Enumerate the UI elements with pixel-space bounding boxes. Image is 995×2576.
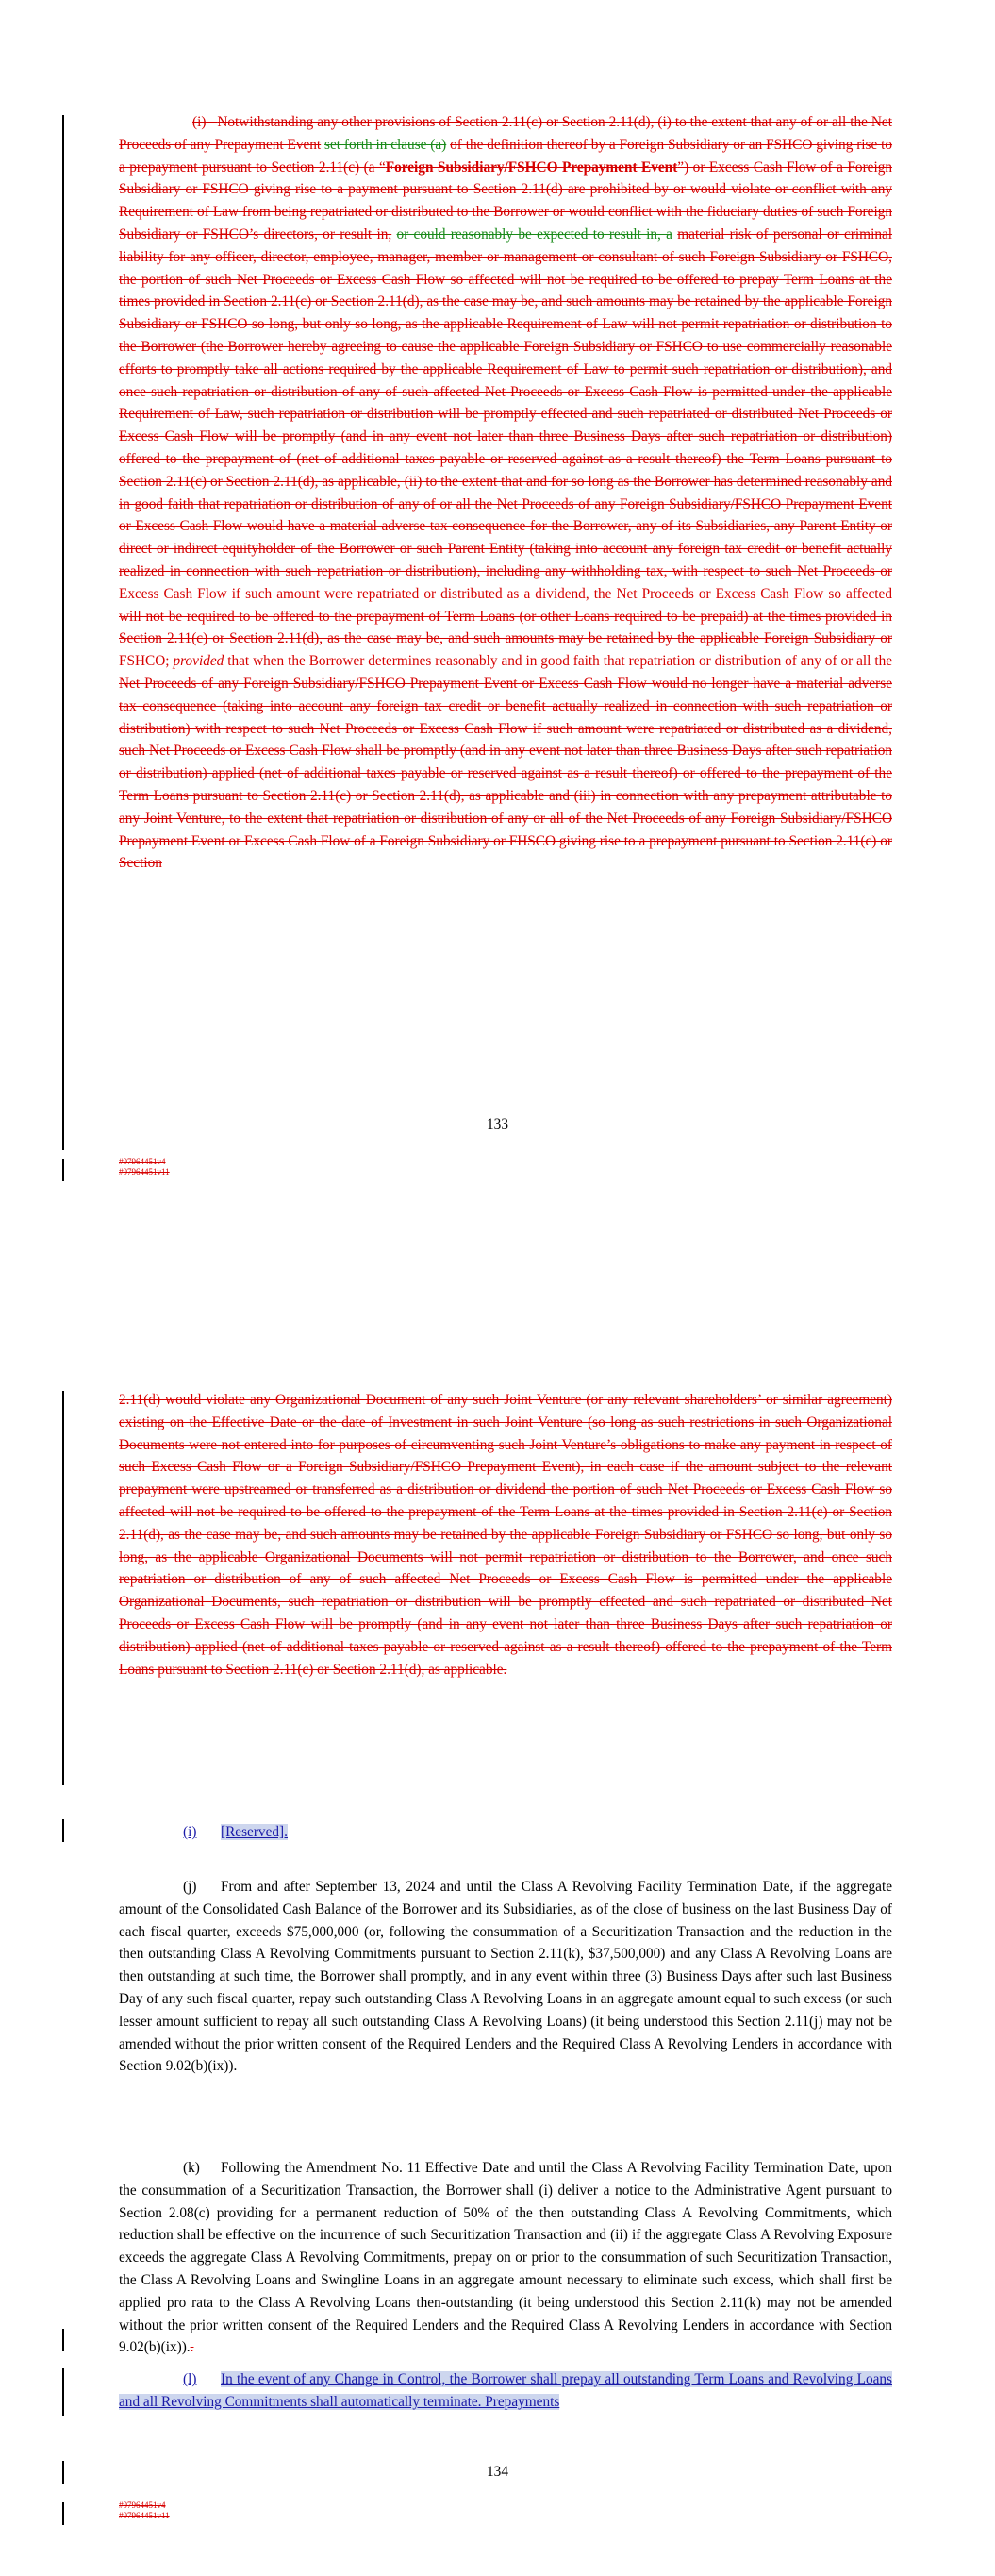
subsection-label: (l) (183, 2371, 197, 2387)
footer-id-new: #97964451v11 (119, 2511, 170, 2520)
body-text: Following the Amendment No. 11 Effective Date and until the Class A Revolving Facility Termination Date, upon the consummation of a Securitization Transaction, the Borrower shall (i) deliver a notice to the Administrative Agent pursuant to Section 2.08(c) providing for a permanent reduction of 50% of the then outstanding Class A Revolving Commitments, which reduction shall be effective on the incurrence of such Securitization Transaction and (ii) if the aggregate Class A Revolving Exposure exceeds the aggregate Class A Revolving Commitments, prepay on or prior to the consummation of such Securitization Transaction, the Class A Revolving Loans and Swingline Loans in an aggregate amount necessary to eliminate such excess, which shall first be applied pro rata to the Class A Revolving Loans then-outstanding (it being understood this Section 2.11(k) may not be amended without the prior written consent of the Required Lenders and the Required Class A Revolving Lenders in accordance with Section 9.02(b)(ix)). (119, 2160, 892, 2356)
subsection-label: (j) (183, 1879, 197, 1895)
document-page-134 (0, 1302, 995, 2576)
change-bar (62, 2368, 64, 2416)
deleted-text: that when the Borrower determines reasonably and in good faith that repatriation or distribution of any of or all the Net Proceeds of any Foreign Subsidiary/FSHCO Prepayment Event or Excess Cash Flow would no longer have a material adverse tax consequence (taking into account any foreign tax credit or benefit actually realized in connection with such repatriation or distribution) with respect to such Net Proceeds or Excess Cash Flow if such amount were repatriated or distributed as a dividend, such Net Proceeds or Excess Cash Flow shall be promptly (and in any event not later than three Business Days after such repatriation or distribution) applied (net of additional taxes payable or reserved against as a result thereof) or offered to the prepayment of the Term Loans pursuant to Section 2.11(c) or Section 2.11(d), as applicable and (iii) in connection with any prepayment attributable to any Joint Venture, to the extent that repatriation or distribution of any or all of the Net Proceeds of any Foreign Subsidiary/FSHCO Prepayment Event or Excess Cash Flow of a Foreign Subsidiary or FHSCO giving rise to a prepayment pursuant to Section 2.11(c) or Section (119, 653, 893, 872)
inserted-text: [Reserved]. (221, 1824, 288, 1840)
defined-term: Foreign Subsidiary/FSHCO Prepayment Event (385, 159, 678, 176)
deleted-text: material risk of personal or criminal liability for any officer, director, employee, manager, member or management or consultant of such Foreign Subsidiary or FSHCO, the portion of such Net Proceeds or Excess Cash Flow so affected will not be required to be offered to prepay Term Loans at the times provided in Section 2.11(c) or Section 2.11(d), as the case may be, and such amounts may be retained by the applicable Foreign Subsidiary or FSHCO so long, but only so long, as the applicable Requirement of Law will not permit repatriation or distribution to the Borrower (the Borrower hereby agreeing to cause the applicable Foreign Subsidiary or FSHCO to use commercially reasonable efforts to promptly take all actions required by the applicable Requirement of Law to permit such repatriation or distribution), and once such repatriation or distribution of any of such affected Net Proceeds or Excess Cash Flow is permitted under the applicable Requirement of Law, such repatriation or distribution will be promptly effected and such repatriated or distributed Net Proceeds or Excess Cash Flow will be promptly (and in any event not later than three Business Days after such repatriation or distribution) offered to the prepayment of (net of additional taxes payable or reserved against as a result thereof) the Term Loans pursuant to Section 2.11(c) or Section 2.11(d), as applicable, (ii) to the extent that and for so long as the Borrower has determined reasonably and in good faith that repatriation or distribution of any of or all the Net Proceeds of any Foreign Subsidiary/FSHCO Prepayment Event or Excess Cash Flow would have a material adverse tax consequence for the Borrower, any of its Subsidiaries, any Parent Entity or direct or indirect equityholder of the Borrower or such Parent Entity (taking into account any foreign tax credit or benefit actually realized in connection with such repatriation or distribution), including any withholding tax, with respect to such Net Proceeds or Excess Cash Flow if such amount were repatriated or distributed as a dividend, the Net Proceeds or Excess Cash Flow so affected will not be required to be offered to the prepayment of Term Loans (or other Loans required to be prepaid) at the times provided in Section 2.11(c) or Section 2.11(d), as the case may be, and such amounts may be retained by the applicable Foreign Subsidiary or FSHCO; (119, 226, 893, 670)
paragraph-k (119, 2157, 892, 2359)
deleted-text: 2.11(d) would violate any Organizational Document of any such Joint Venture (or any relevant shareholders’ or similar agreement) existing on the Effective Date or the date of Investment in such Joint Venture (so long as such restrictions in such Organizational Documents were not entered into for purposes of circumventing such Joint Venture’s obligations to make any payment in respect of such Excess Cash Flow or a Foreign Subsidiary/FSHCO Prepayment Event), in each case if the amount subject to the relevant prepayment were upstreamed or transferred as a distribution or dividend the portion of such Net Proceeds or Excess Cash Flow so affected will not be required to be offered to the prepayment of the Term Loans at the times provided in Section 2.11(c) or Section 2.11(d), as the case may be, and such amounts may be retained by the applicable Foreign Subsidiary or FSHCO so long, but only so long, as the applicable Organizational Documents will not permit repatriation or distribution to the Borrower, and once such repatriation or distribution of any of such affected Net Proceeds or Excess Cash Flow is permitted under the applicable Organizational Documents, such repatriation or distribution will be promptly effected and such repatriated or distributed Net Proceeds or Excess Cash Flow will be promptly (and in any event not later than three Business Days after such repatriation or distribution) applied (net of additional taxes payable or reserved against as a result thereof) offered to the prepayment of the Term Loans pursuant to Section 2.11(c) or Section 2.11(d), as applicable. (119, 1392, 892, 1678)
paragraph-continuation-deleted (119, 1389, 892, 1681)
change-bar (62, 115, 64, 1150)
deleted-text: . (190, 2339, 194, 2356)
change-bar (62, 1819, 64, 1842)
paragraph-i-reserved (119, 1821, 892, 1844)
page-number: 133 (487, 1116, 508, 1132)
footer-doc-id (119, 1157, 170, 1178)
moved-text: or could reasonably be expected to result in, a (396, 226, 672, 243)
emphasis-text: provided (173, 653, 224, 670)
page-number: 134 (487, 2464, 508, 2480)
change-bar (62, 2502, 64, 2525)
subsection-label: (i) (192, 114, 207, 130)
deleted-text: ”) or Excess Cash Flow of a Foreign Subsidiary or FSHCO giving rise to a payment pursuant to Section 2.11(d) are prohibited by or would violate or conflict with any Requirement of Law from being repatriated or distributed to the Borrower or would conflict with the fiduciary duties of such Foreign Subsidiary or FSHCO’s directors, or result in, (119, 159, 893, 243)
footer-doc-id (119, 2501, 170, 2521)
moved-text: set forth in clause (a) (324, 136, 447, 153)
subsection-label: (k) (183, 2160, 200, 2176)
paragraph-j (119, 1876, 892, 2078)
page-gap (0, 1264, 995, 1302)
footer-id-old: #97964451v4 (119, 1157, 166, 1166)
deleted-text: Notwithstanding any other provisions of Section 2.11(c) or Section 2.11(d), (i) to the extent that any of or all the Net Proceeds of any Prepayment Event (119, 114, 892, 153)
inserted-text: In the event of any Change in Control, the Borrower shall prepay all outstanding Term Loans and Revolving Loans and all Revolving Commitments shall automatically terminate. Prepayments (119, 2371, 892, 2410)
subsection-label: (i) (183, 1824, 197, 1840)
paragraph-l (119, 2368, 892, 2414)
change-bar (62, 2329, 64, 2351)
change-bar (62, 1159, 64, 1181)
footer-id-old: #97964451v4 (119, 2501, 166, 2510)
document-page-133 (0, 0, 995, 1264)
change-bar (62, 1391, 64, 1785)
body-text: From and after September 13, 2024 and until the Class A Revolving Facility Termination Date, if the aggregate amount of the Consolidated Cash Balance of the Borrower and its Subsidiaries, as of the close of business on the last Business Day of each fiscal quarter, exceeds $75,000,000 (or, following the consummation of a Securitization Transaction and the reduction in the then outstanding Class A Revolving Commitments pursuant to Section 2.11(k), $37,500,000) and any Class A Revolving Loans are then outstanding at such time, the Borrower shall promptly, and in any event within three (3) Business Days after such last Business Day of any such fiscal quarter, repay such outstanding Class A Revolving Loans in an aggregate amount equal to such excess (or such lesser amount sufficient to repay all such outstanding Class A Revolving Loans) (it being understood this Section 2.11(j) may not be amended without the prior written consent of the Required Lenders and the Required Class A Revolving Lenders in accordance with Section 9.02(b)(ix)). (119, 1879, 892, 2075)
footer-id-new: #97964451v11 (119, 1167, 170, 1177)
paragraph-section-2-11-i-deleted (119, 111, 892, 875)
deleted-text: of the definition thereof by a Foreign Subsidiary or an FSHCO giving rise to a prepayment pursuant to Section 2.11(c) (a “ (119, 136, 893, 176)
